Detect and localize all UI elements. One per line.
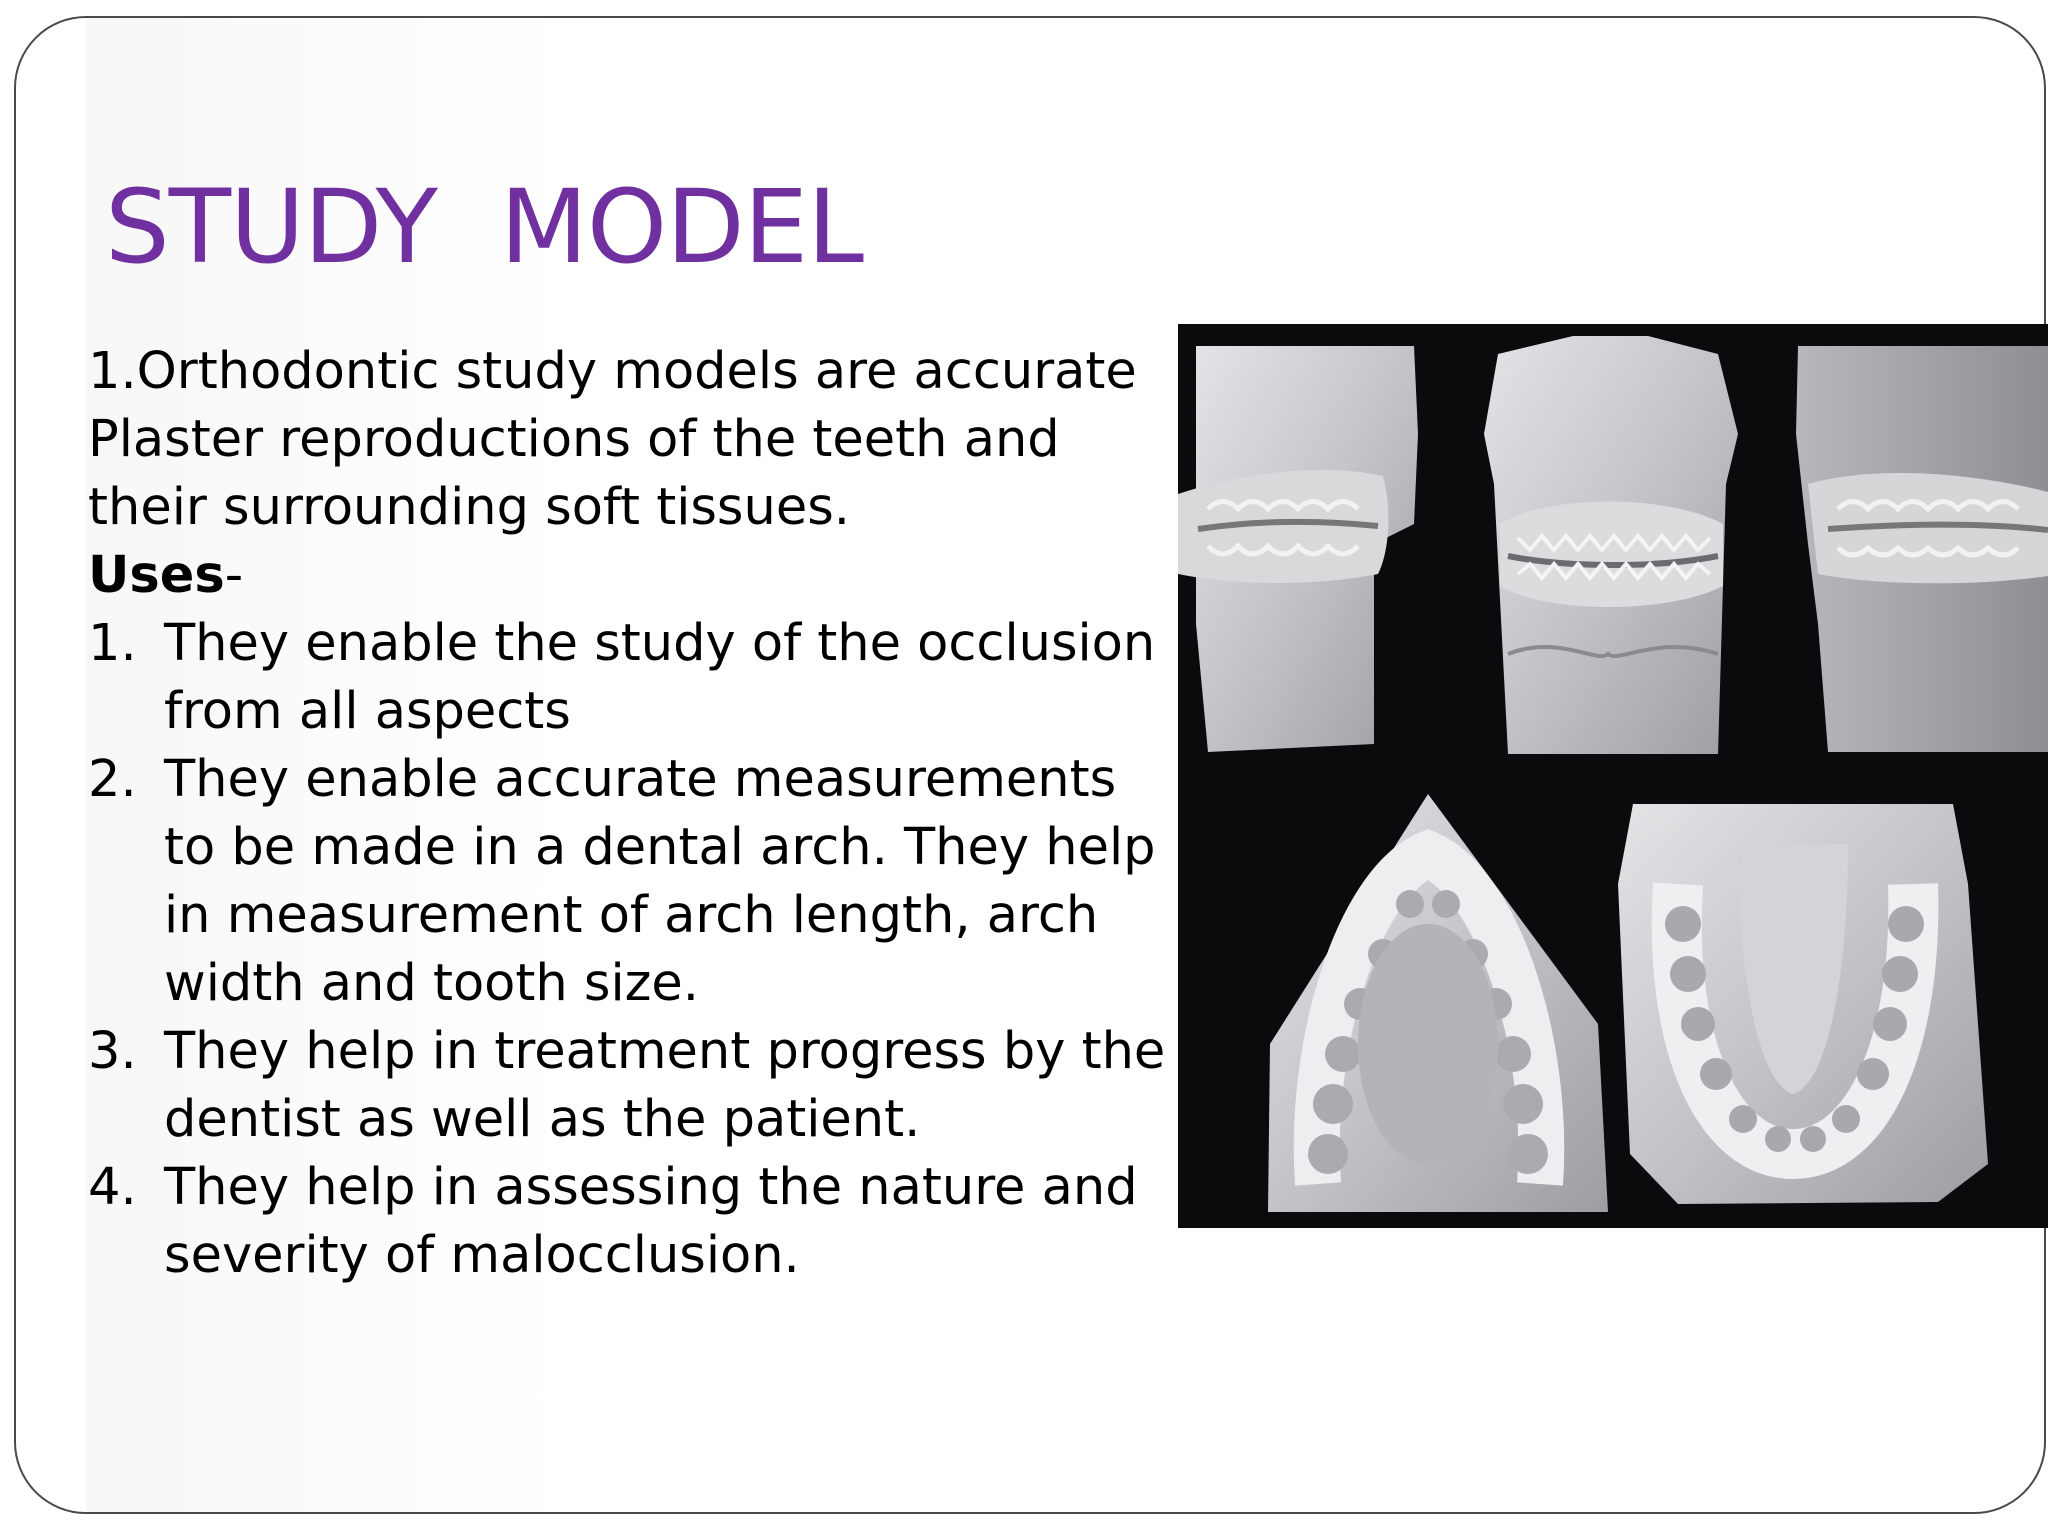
list-number: 2. xyxy=(88,750,137,809)
uses-list-item xyxy=(88,746,1178,1018)
list-item-text: They enable accurate measurements to be made in a dental arch. They help in measurement of arch length, arch width and tooth size. xyxy=(164,750,1156,1013)
uses-label: Uses xyxy=(88,546,225,605)
list-number: 4. xyxy=(88,1158,137,1217)
uses-suffix: - xyxy=(224,546,244,605)
list-item-text: They enable the study of the occlusion from all aspects xyxy=(164,614,1156,741)
frontal-model xyxy=(1484,336,1738,754)
slide-title: STUDY MODEL xyxy=(105,168,863,287)
study-models-illustration xyxy=(1178,324,2048,1228)
uses-list-item xyxy=(88,1018,1178,1154)
list-item-text: They help in treatment progress by the dentist as well as the patient. xyxy=(164,1022,1166,1149)
intro-paragraph: 1.Orthodontic study models are accurate Plaster reproductions of the teeth and their surrounding soft tissues. xyxy=(88,342,1137,537)
dental-study-models-photo xyxy=(1178,324,2048,1228)
slide-body xyxy=(88,338,1178,1290)
lower-occlusal-model xyxy=(1618,804,1988,1204)
uses-list-item xyxy=(88,610,1178,746)
list-item-text: They help in assessing the nature and severity of malocclusion. xyxy=(164,1158,1138,1285)
uses-list xyxy=(88,610,1178,1290)
right-lateral-model xyxy=(1796,346,2048,752)
uses-list-item xyxy=(88,1154,1178,1290)
list-number: 3. xyxy=(88,1022,137,1081)
uses-heading xyxy=(88,542,1178,610)
list-number: 1. xyxy=(88,614,137,673)
